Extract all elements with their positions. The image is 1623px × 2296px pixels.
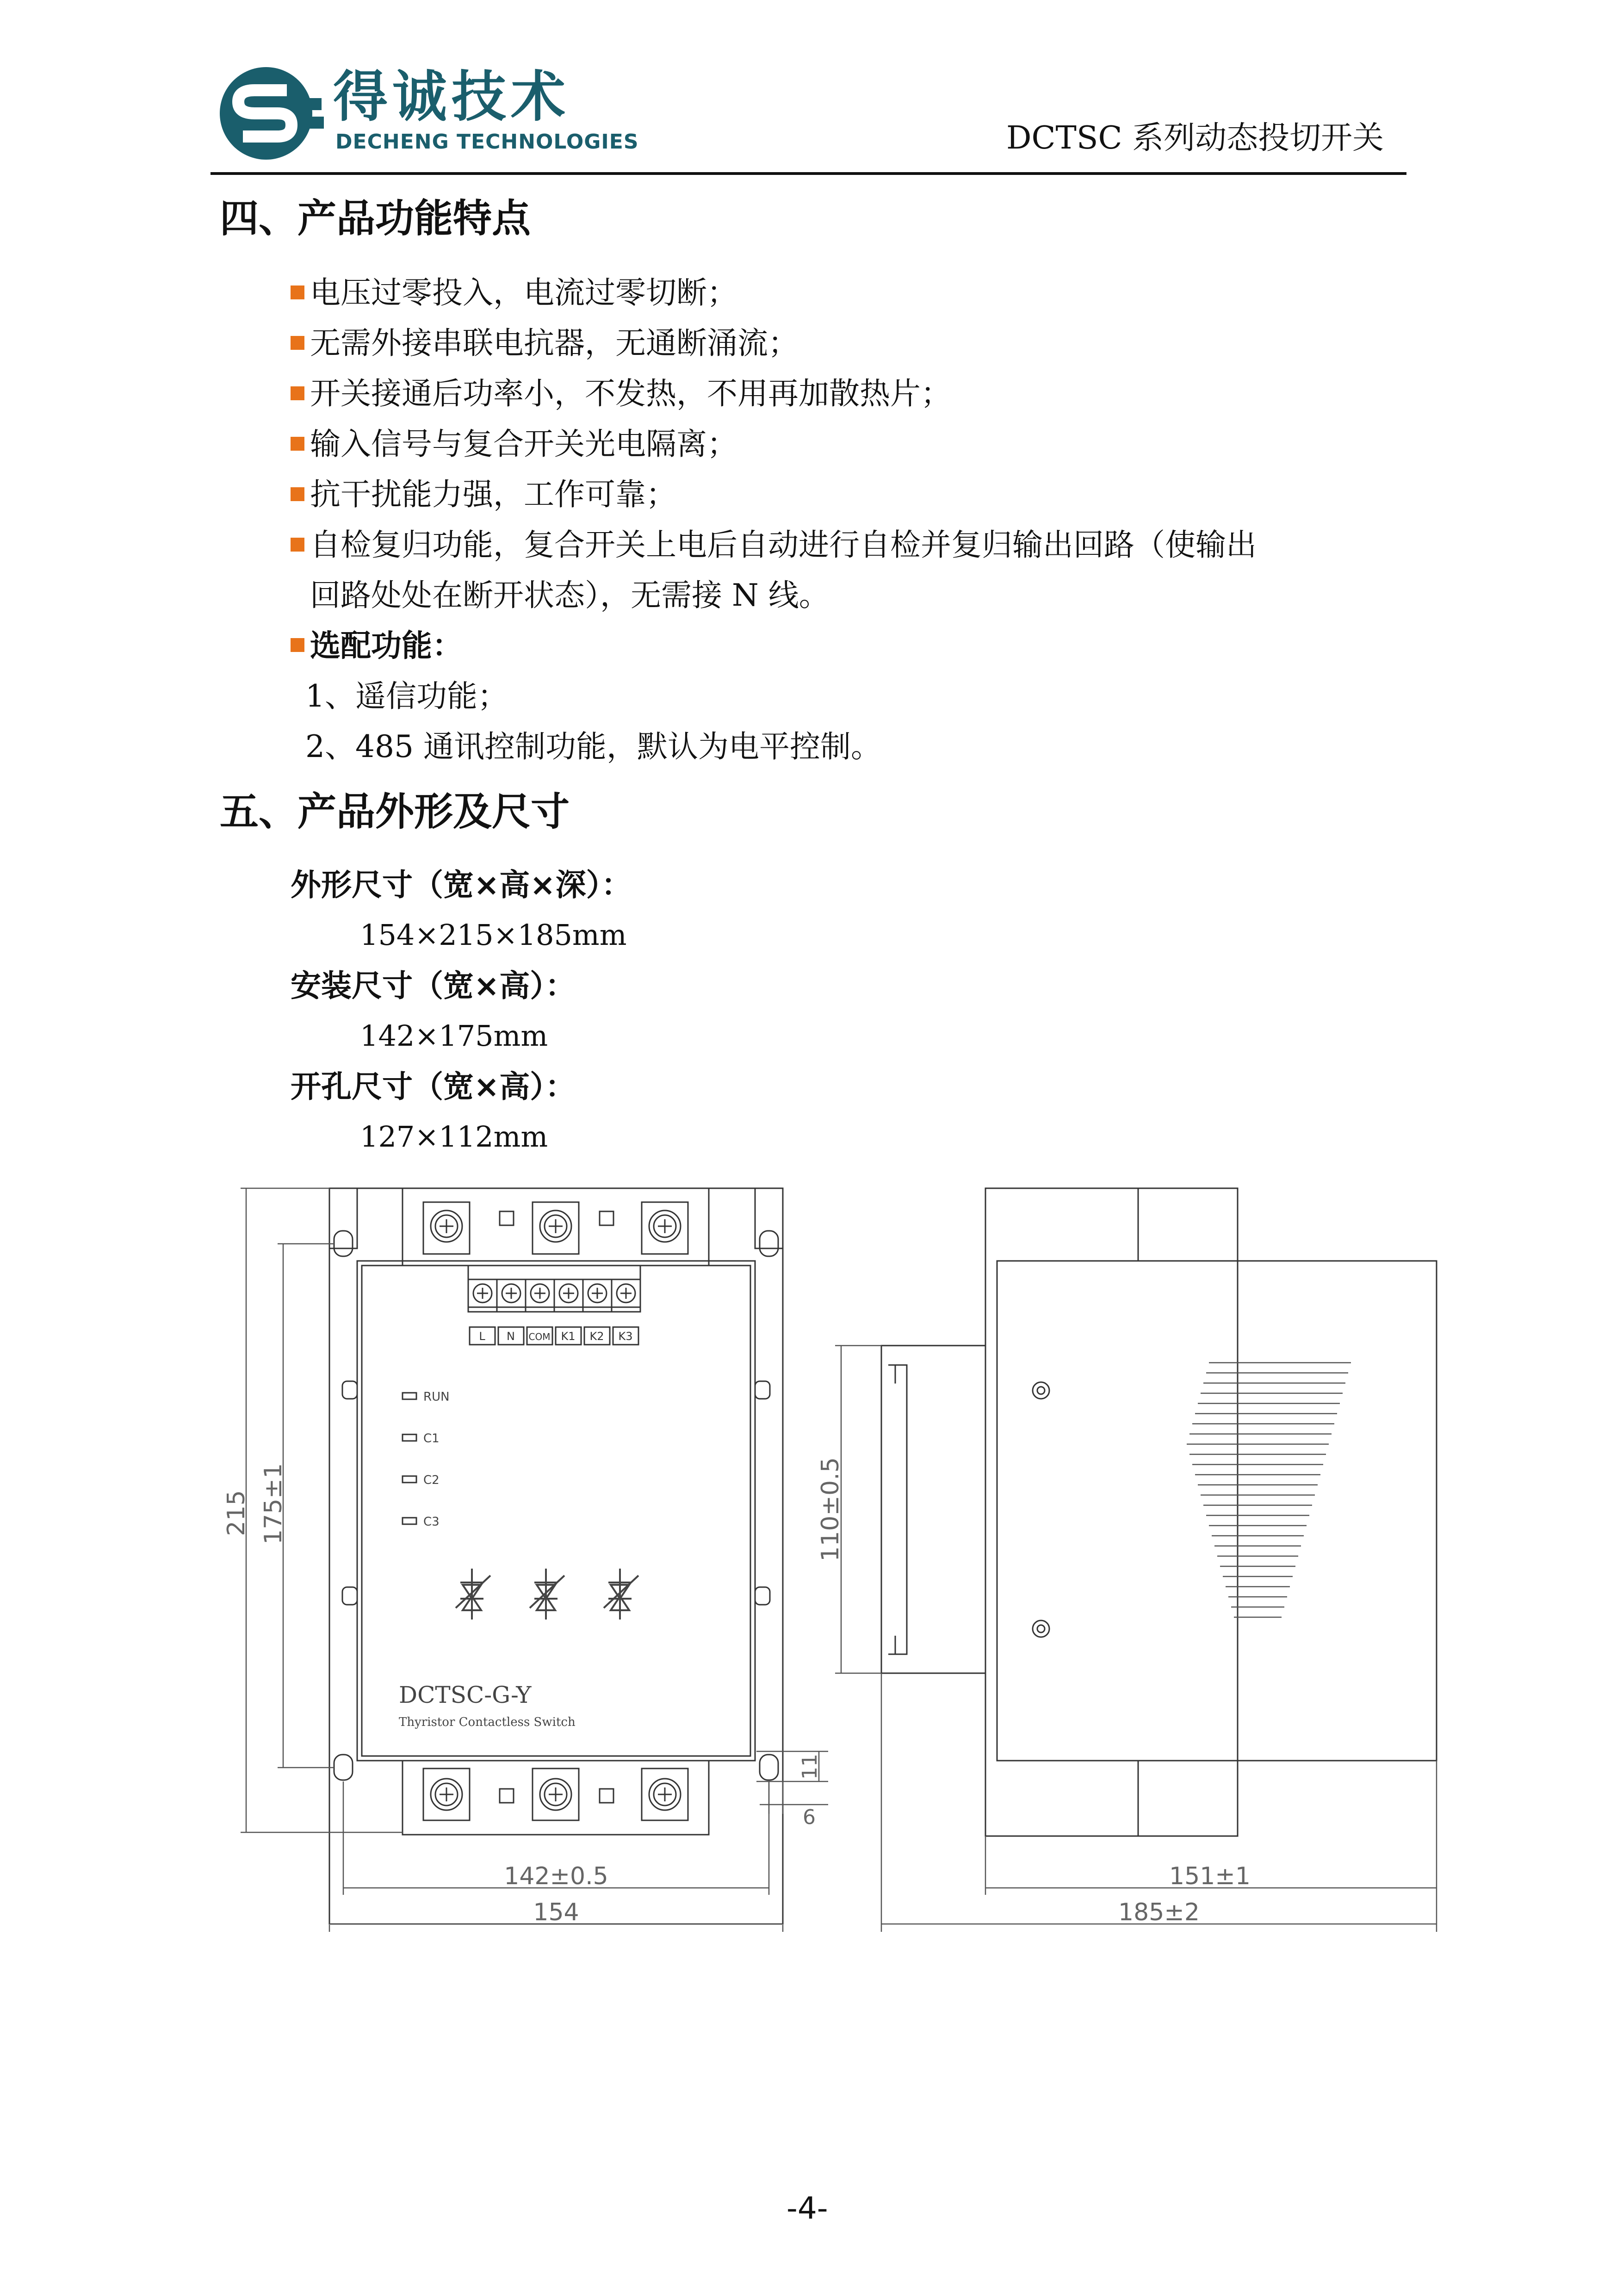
led-label: RUN — [423, 1390, 450, 1404]
side-screw-icon — [1033, 1620, 1049, 1637]
outer-size-label: 外形尺寸（宽×高×深）： — [291, 867, 632, 903]
terminal-label: L — [479, 1330, 485, 1343]
dim-height-total: 215 — [223, 1490, 250, 1536]
ventilation-slots — [1187, 1363, 1351, 1617]
led-run-indicator — [403, 1393, 416, 1399]
bottom-terminal-screws — [423, 1769, 688, 1820]
din-rail-clip — [881, 1346, 985, 1673]
terminal-label: N — [507, 1330, 515, 1343]
logo-english-name: DECHENG TECHNOLOGIES — [335, 130, 639, 154]
section-5-title: 五、产品外形及尺寸 — [220, 789, 570, 834]
led-label: C2 — [423, 1473, 440, 1487]
section-4-title: 四、产品功能特点 — [220, 196, 531, 241]
thyristor-symbol-icon — [530, 1569, 564, 1620]
dim-side-depth-total: 185±2 — [1118, 1899, 1200, 1926]
led-c1-indicator — [403, 1434, 416, 1441]
dim-side-height: 110±0.5 — [817, 1457, 844, 1562]
options-title: 选配功能： — [310, 628, 463, 664]
cutout-size-label: 开孔尺寸（宽×高）： — [291, 1069, 576, 1105]
model-name: DCTSC-G-Y — [399, 1682, 532, 1708]
option-item: 1、遥信功能； — [305, 678, 508, 714]
terminal-label: K3 — [618, 1330, 633, 1343]
dim-height-mount: 175±1 — [260, 1463, 287, 1545]
side-view — [881, 1188, 1437, 1836]
dim-offset-11: 11 — [798, 1754, 822, 1780]
signal-terminal-strip — [468, 1266, 640, 1345]
dim-side-depth-body: 151±1 — [1169, 1862, 1251, 1890]
side-body — [997, 1261, 1437, 1761]
dim-width-total: 154 — [533, 1899, 579, 1926]
mount-size-value: 142×175mm — [360, 1019, 548, 1053]
cutout-size-value: 127×112mm — [360, 1120, 548, 1154]
terminal-label: K2 — [589, 1330, 604, 1343]
top-terminal-screws — [423, 1202, 688, 1254]
front-view — [329, 1188, 783, 1924]
dim-width-mount: 142±0.5 — [504, 1862, 608, 1890]
led-label: C3 — [423, 1515, 440, 1529]
feature-text: 自检复归功能，复合开关上电后自动进行自检并复归输出回路（使输出 — [310, 527, 1257, 563]
thyristor-symbol-icon — [456, 1569, 490, 1620]
feature-text: 电压过零投入，电流过零切断； — [310, 275, 737, 310]
document-title: DCTSC 系列动态投切开关 — [1006, 120, 1384, 156]
side-screw-icon — [1033, 1382, 1049, 1399]
outer-size-value: 154×215×185mm — [360, 918, 627, 952]
terminal-label: COM — [528, 1331, 551, 1342]
feature-text: 无需外接串联电抗器，无通断涌流； — [310, 325, 799, 361]
led-c2-indicator — [403, 1476, 416, 1483]
feature-text: 输入信号与复合开关光电隔离； — [310, 426, 737, 462]
side-dimension-lines — [835, 1346, 1437, 1932]
terminal-label: K1 — [561, 1330, 576, 1343]
model-subtitle: Thyristor Contactless Switch — [399, 1715, 576, 1729]
side-heatsink — [985, 1188, 1238, 1836]
feature-text: 抗干扰能力强，工作可靠； — [310, 477, 676, 512]
feature-text: 开关接通后功率小，不发热，不用再加散热片； — [310, 376, 951, 411]
front-mounting-plate — [329, 1188, 783, 1924]
feature-continuation: 回路处处在断开状态），无需接 N 线。 — [310, 577, 830, 613]
option-item: 2、485 通讯控制功能，默认为电平控制。 — [305, 729, 881, 764]
dim-offset-6: 6 — [803, 1806, 816, 1829]
led-c3-indicator — [403, 1518, 416, 1524]
mount-size-label: 安装尺寸（宽×高）： — [291, 968, 576, 1004]
led-label: C1 — [423, 1432, 440, 1446]
page-number: -4- — [787, 2191, 828, 2226]
logo-chinese-name: 得诚技术 — [333, 65, 570, 129]
thyristor-symbol-icon — [604, 1569, 638, 1620]
